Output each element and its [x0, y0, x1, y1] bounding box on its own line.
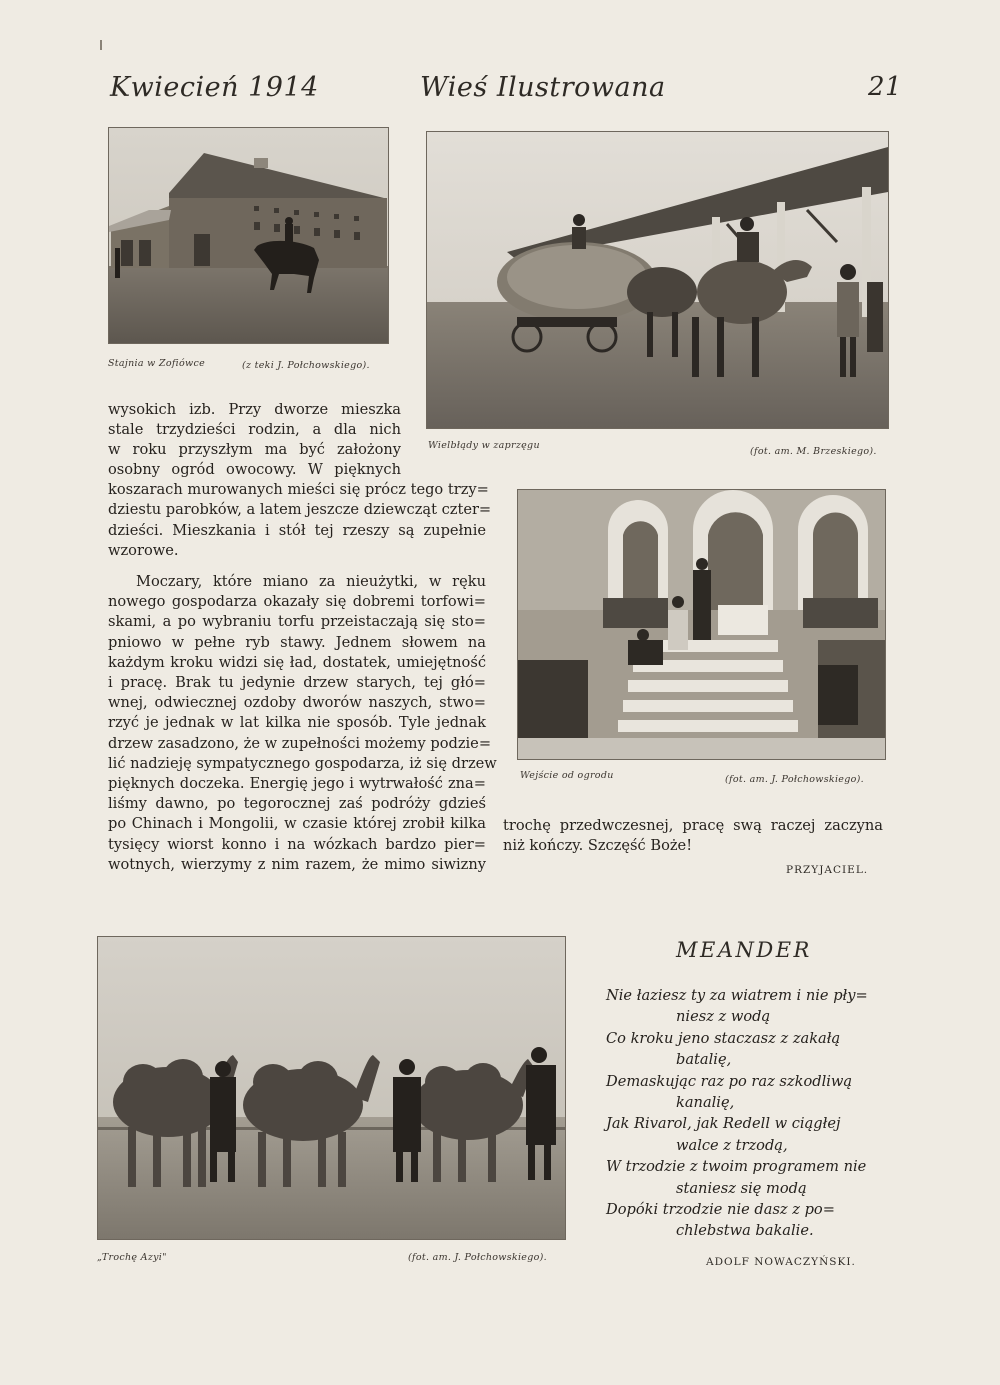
article-line: dziestu parobków, a latem jeszcze dziewcząt czter=: [108, 501, 492, 519]
poem-line: batalię,: [676, 1051, 732, 1069]
article-line: dzieści. Mieszkania i stół tej rzeszy są zupełnie: [108, 521, 486, 539]
article-line: wzorowe.: [108, 541, 179, 559]
header-date: Kwiecień 1914: [110, 72, 319, 103]
header-title: Wieś Ilustrowana: [420, 72, 666, 103]
article-line: każdym kroku widzi się ład, dostatek, umiejętność: [108, 653, 486, 671]
article-line: nowego gospodarza okazały się dobremi torfowi=: [108, 593, 486, 611]
poem-title: MEANDER: [676, 938, 812, 962]
caption-stable: Stajnia w Zofiówce: [108, 358, 205, 369]
camels-wagon-illustration: [427, 132, 888, 428]
article-line: trochę przedwczesnej, pracę swą raczej zaczyna: [503, 817, 883, 834]
article-para1: [108, 460, 492, 561]
caption-asia: „Trochę Azyi": [97, 1252, 167, 1263]
photo-garden-entrance: [517, 489, 886, 760]
credit-camels-wagon: (fot. am. M. Brzeskiego).: [750, 446, 877, 457]
article-line: skami, a po wybraniu torfu przeistaczają się sto=: [108, 613, 486, 631]
poem-line: chlebstwa bakalie.: [676, 1222, 814, 1240]
article-line: wnej, odwiecznej ozdoby dworów naszych, stwo=: [108, 694, 486, 712]
article-continuation: [503, 816, 883, 856]
article-line: pięknych doczeka. Energię jego i wytrwałość zna=: [108, 775, 486, 793]
article-line: pniowo w pełne ryb stawy. Jednem słowem na: [108, 633, 486, 651]
article-line: drzew zasadzono, że w zupełności możemy podzie=: [108, 734, 492, 752]
photo-asia: [97, 936, 566, 1240]
credit-stable: (z teki J. Połchowskiego).: [242, 360, 370, 371]
article-line: rzyć je jednak w lat kilka nie sposób. Tyle jednak: [108, 714, 486, 732]
poem-line: walce z trzodą,: [676, 1136, 788, 1154]
article-para1-narrow: [108, 400, 401, 461]
credit-garden-entrance: (fot. am. J. Połchowskiego).: [725, 774, 864, 785]
article-line: i pracę. Brak tu jedynie drzew starych, tej głó=: [108, 674, 486, 692]
article-line: tysięcy wiorst konno i na wózkach bardzo pier=: [108, 835, 486, 853]
caption-camels-wagon: Wielbłądy w zaprzęgu: [428, 440, 540, 451]
poem-line: kanalię,: [676, 1094, 735, 1112]
article-line: osobny ogród owocowy. W pięknych: [108, 461, 401, 478]
poem-line: Jak Rivarol, jak Redell w ciągłej: [606, 1115, 841, 1133]
article-line: liśmy dawno, po tegorocznej zaś podróży gdzieś: [108, 795, 486, 813]
article-line: wotnych, wierzymy z nim razem, że mimo siwizny: [108, 855, 486, 873]
article-line: lić nadzieję sympatycznego gospodarza, iż się drzew: [108, 754, 497, 772]
poem-body: [606, 985, 896, 1242]
article-signature: PRZYJACIEL.: [786, 864, 869, 876]
photo-camels-wagon: [426, 131, 889, 429]
article-line: w roku przyszłym ma być założony: [108, 441, 401, 459]
garden-entrance-illustration: [518, 490, 885, 759]
article-line: wysokich izb. Przy dworze mieszka: [108, 401, 401, 418]
poem-line: Nie łaziesz ty za wiatrem i nie pły=: [606, 987, 868, 1004]
poem-author: ADOLF NOWACZYŃSKI.: [706, 1256, 856, 1268]
article-para2: [108, 572, 497, 875]
caption-garden-entrance: Wejście od ogrodu: [520, 770, 614, 781]
poem-line: Demaskując raz po raz szkodliwą: [606, 1072, 853, 1090]
photo-stable: [108, 127, 389, 344]
poem-line: staniesz się modą: [676, 1179, 807, 1197]
poem-line: Dopóki trzodzie nie dasz z po=: [606, 1201, 835, 1219]
stable-illustration: [109, 128, 388, 343]
article-line: koszarach murowanych mieści się prócz tego trzy=: [108, 481, 489, 499]
poem-line: W trzodzie z twoim programem nie: [606, 1158, 867, 1176]
poem-line: niesz z wodą: [676, 1008, 771, 1026]
article-line: niż kończy. Szczęść Boże!: [503, 837, 693, 855]
page-number: 21: [868, 72, 903, 102]
article-line: stale trzydzieści rodzin, a dla nich: [108, 421, 401, 439]
poem-line: Co kroku jeno staczasz z zakałą: [606, 1029, 841, 1047]
margin-mark: [100, 40, 102, 50]
article-line: Moczary, które miano za nieużytki, w ręku: [136, 573, 486, 590]
asia-camels-illustration: [98, 937, 565, 1239]
article-line: po Chinach i Mongolii, w czasie której zrobił kilka: [108, 815, 486, 833]
credit-asia: (fot. am. J. Połchowskiego).: [408, 1252, 547, 1263]
